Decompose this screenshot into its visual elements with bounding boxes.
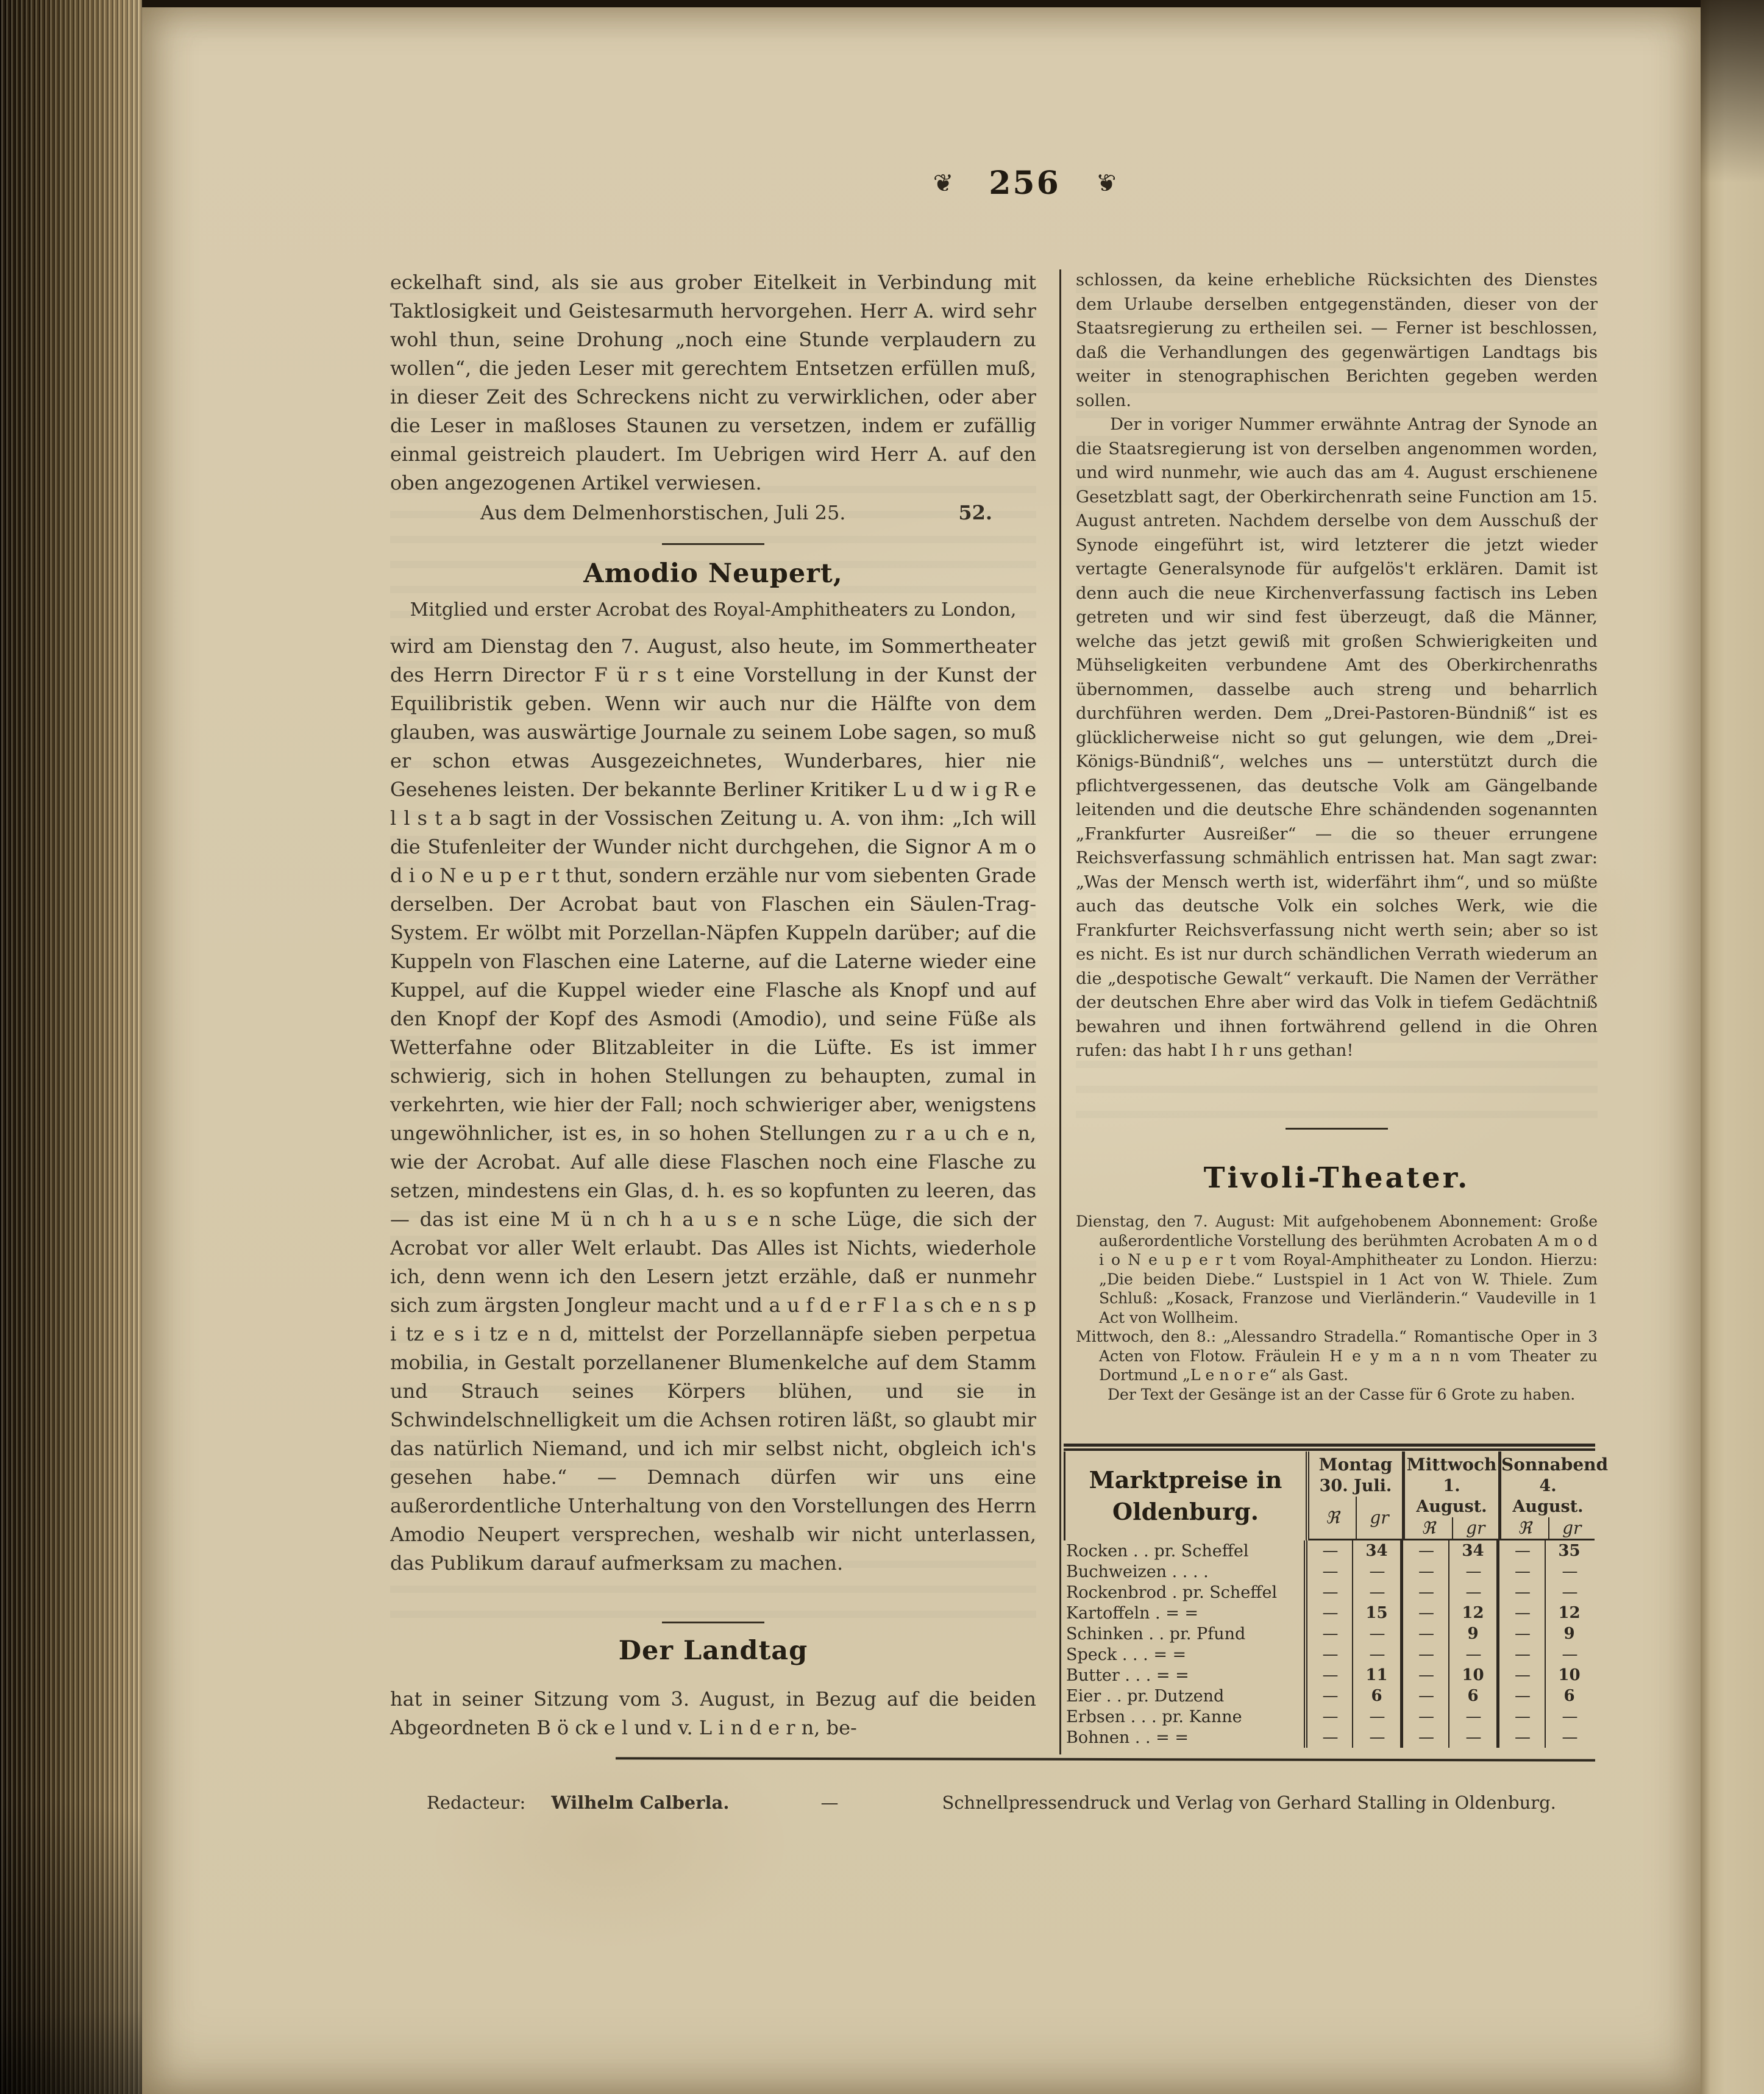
table-row [1064,1603,1595,1623]
article-subtitle-neupert: Mitglied und erster Acrobat des Royal-Amphitheaters zu London, [410,599,1017,621]
price-cell: — [1400,1540,1448,1561]
newspaper-page [142,7,1701,2094]
tivoli-entry: Mittwoch, den 8.: „Alessandro Stradella.“ Romantische Oper in 3 Acten von Flotow. Fräulein H e y m a n n vom Theater zu Dortmund „L e n o r e“ als Gast. [1076,1328,1598,1384]
table-row [1064,1540,1595,1561]
price-cell: — [1496,1727,1545,1748]
price-cell: — [1304,1686,1352,1706]
price-cell: — [1545,1561,1593,1582]
market-price-table [1064,1444,1609,1748]
column-divider-rule [1059,269,1061,1754]
continuation-paragraph-right: schlossen, da keine erhebliche Rücksichten des Dienstes dem Urlaube derselben entgegenständen, dieser von der Staatsregierung zu ertheilen sei. — Ferner ist beschlossen, daß die Verhandlungen des gegenwärtigen Landtags bis weiter in stenographischen Berichten gegeben werden sollen. [1076,270,1598,410]
product-name: Speck . . . = = [1066,1645,1187,1664]
table-row [1064,1727,1595,1748]
price-cell: — [1400,1686,1448,1706]
table-body [1064,1540,1595,1748]
imprint-line [427,1792,1556,1813]
price-cell: — [1448,1644,1496,1665]
table-col-group: Montag 30. Juli. ℜ gr [1306,1451,1402,1540]
price-cell: — [1448,1727,1496,1748]
price-cell: — [1496,1603,1545,1623]
product-name: Rockenbrod . pr. Scheffel [1066,1583,1278,1602]
price-cell: — [1545,1644,1593,1665]
section-divider-rule [662,543,764,545]
tivoli-entry: Dienstag, den 7. August: Mit aufgehobenem Abonnement: Große außerordentliche Vorstellung des berühmten Acrobaten A m o d i o N e u p e r t vom Royal-Amphitheater zu London. Hierzu: „Die beiden Diebe.“ Lustspiel in 1 Act von W. Thiele. Zum Schluß: „Kosack, Franzose und Vierländerin.“ Vaudeville in 1 Act von Wollheim. [1076,1213,1598,1327]
tivoli-entries [1076,1212,1598,1404]
price-cell: — [1496,1623,1545,1644]
price-cell: — [1545,1706,1593,1727]
price-cell: 12 [1545,1603,1593,1623]
product-name: Schinken . . pr. Pfund [1066,1624,1246,1644]
price-cell: 12 [1448,1603,1496,1623]
price-cell: — [1400,1644,1448,1665]
price-cell: — [1448,1706,1496,1727]
section-divider-rule [662,1622,764,1623]
table-col-group: Mittwoch 1. August. ℜ gr [1402,1451,1498,1540]
price-cell: 11 [1352,1665,1400,1686]
table-row [1064,1686,1595,1706]
product-name: Eier . . pr. Dutzend [1066,1686,1225,1706]
product-name: Erbsen . . . pr. Kanne [1066,1707,1242,1726]
price-cell: 6 [1545,1686,1593,1706]
price-cell: — [1304,1582,1352,1603]
page-number: 256 [989,165,1061,202]
redacteur-name: Wilhelm Calberla. [551,1792,730,1813]
price-cell: — [1352,1727,1400,1748]
article-title-landtag: Der Landtag [618,1636,808,1666]
price-cell: — [1496,1644,1545,1665]
tivoli-entry: Der Text der Gesänge ist an der Casse für 6 Grote zu haben. [1108,1385,1576,1403]
price-cell: — [1400,1603,1448,1623]
article-body-landtag: hat in seiner Sitzung vom 3. August, in Bezug auf die beiden Abgeordneten B ö ck e l und v. L i n d e r n, be- [390,1687,1036,1739]
price-cell: — [1496,1706,1545,1727]
price-cell: — [1400,1582,1448,1603]
price-cell: — [1304,1623,1352,1644]
price-cell: — [1496,1582,1545,1603]
price-cell: — [1304,1727,1352,1748]
article-body-neupert: wird am Dienstag den 7. August, also heute, im Sommertheater des Herrn Director F ü r s t eine Vorstellung in der Kunst der Equilibristik geben. Wenn wir auch nur die Hälfte von dem glauben, was auswärtige Journale zu seinem Lobe sagen, so muß er schon etwas Ausgezeichnetes, Wunderbares, hier nie Gesehenes leisten. Der bekannte Berliner Kritiker L u d w i g R e l l s t a b sagt in der Vossischen Zeitung u. A. von ihm: „Ich will die Stufenleiter der Wunder nicht durchgehen, die Signor A m o d i o N e u p e r t thut, sondern erzähle nur vom siebenten Grade derselben. Der Acrobat baut von Flaschen ein Säulen-Trag-System. Er wölbt mit Porzellan-Näpfen Kuppeln darüber; auf die Kuppeln von Flaschen eine Laterne, auf die Laterne wieder eine Kuppel, auf die Kuppel wieder eine Flasche als Knopf und auf den Knopf der Kopf des Asmodi (Amodio), und seine Füße als Wetterfahne oder Blitzableiter in die Lüfte. Es ist immer schwierig, sich in hohen Stellungen zu behaupten, zumal in verkehrten, wie hier der Fall; noch schwieriger aber, wenigstens ungewöhnlicher, ist es, in so hohen Stellungen zu r a u ch e n, wie der Acrobat. Auf alle diese Flaschen noch eine Flasche zu setzen, mindestens ein Glas, d. h. es so kopfunten zu leeren, das — das ist eine M ü n ch h a u s e n sche Lüge, die sich der Acrobat vor aller Welt erlaubt. Das Alles ist Nichts, wiederhole ich, denn wenn ich den Lesern jetzt erzähle, daß er nunmehr sich zum ärgsten Jongleur macht und a u f d e r F l a s ch e n s p i tz e s i tz e n d, mittelst der Porzellannäpfe sieben perpetua mobilia, in Gestalt porzellanener Blumenkelche auf dem Stamm und Strauch seines Körpers blühen, und sie in Schwindelschnelligkeit um die Achsen rotiren läßt, so glaubt mir das natürlich Niemand, und ich mir selbst nicht, obgleich ich's gesehen habe.“ — Demnach dürfen wir uns eine außerordentliche Unterhaltung von den Vorstellungen des Herrn Amodio Neupert versprechen, weshalb wir nicht unterlassen, das Publikum darauf aufmerksam zu machen. [390,635,1036,1575]
product-name: Bohnen . . = = [1066,1728,1189,1747]
dateline: Aus dem Delmenhorstischen, Juli 25. [480,501,846,524]
price-cell: — [1400,1665,1448,1686]
price-cell: 6 [1448,1686,1496,1706]
next-page-edge [1701,0,1764,2094]
redacteur-label: Redacteur: [427,1792,526,1813]
landtag-section [390,1622,1036,1762]
right-column [1076,268,1598,1119]
price-cell: 10 [1448,1665,1496,1686]
article-title-neupert: Amodio Neupert, [583,558,843,589]
product-name: Kartoffeln . = = [1066,1603,1199,1623]
imprint-dash: — [820,1792,839,1813]
price-cell: — [1352,1582,1400,1603]
publisher-imprint: Schnellpressendruck und Verlag von Gerhard Stalling in Oldenburg. [942,1792,1556,1813]
price-cell: 6 [1352,1686,1400,1706]
table-row [1064,1644,1595,1665]
price-cell: 15 [1352,1603,1400,1623]
tivoli-title: Tivoli-Theater. [1203,1161,1470,1195]
price-cell: — [1400,1706,1448,1727]
table-row [1064,1582,1595,1603]
price-cell: 35 [1545,1540,1593,1561]
price-cell: — [1304,1644,1352,1665]
table-header-row [1064,1451,1609,1540]
price-cell: — [1496,1686,1545,1706]
price-cell: — [1304,1603,1352,1623]
book-page-edges [0,0,142,2094]
table-row [1064,1706,1595,1727]
tivoli-section [1076,1128,1598,1404]
section-divider-rule [1286,1128,1388,1130]
synode-paragraph: Der in voriger Nummer erwähnte Antrag der Synode an die Staatsregierung ist von derselben angenommen worden, und wird nunmehr, wie auch das am 4. August erschienene Gesetzblatt sagt, der Oberkirchenrath seine Function am 15. August antreten. Nachdem derselbe von dem Ausschuß der Synode eingeführt ist, wird letzterer die jetzt wieder vertagte Generalsynode für aufgelös't erklären. Damit ist denn auch die neue Kirchenverfassung factisch ins Leben getreten und wir sind fest überzeugt, daß die Männer, welche das jetzt gewiß mit großen Schwierigkeiten und Mühseligkeiten verbundene Amt des Oberkirchenraths übernommen, dasselbe auch streng und beharrlich durchführen werden. Dem „Drei-Pastoren-Bündniß“ ist es glücklicherweise nicht so gut gelungen, wie dem „Drei-Königs-Bündniß“, welches uns — unterstützt durch die pflichtvergessenen, das deutsche Volk am Gängelbande leitenden und die deutsche Ehre schändenden sogenannten „Frankfurter Ausreißer“ — die so theuer errungene Reichsverfassung schmählich entrissen hat. Man sagt zwar: „Was der Mensch werth ist, widerfährt ihm“, und so müßte auch das deutsche Volk ein solches Werk, wie die Frankfurter Reichsverfassung nicht werth sein; aber so ist es nicht. Es ist nur durch schändlichen Verrath wiederum an die „despotische Gewalt“ verkauft. Die Namen der Verräther der deutschen Ehre aber wird das Volk in tiefem Gedächtniß bewahren und ihnen fortwährend gellend in die Ohren rufen: das habt I h r uns gethan! [1076,415,1598,1060]
table-top-rule [1064,1444,1595,1451]
price-cell: — [1304,1540,1352,1561]
table-row [1064,1623,1595,1644]
table-title: Marktpreise in Oldenburg. [1089,1466,1282,1525]
price-cell: — [1400,1623,1448,1644]
issue-number: 52. [958,501,992,524]
page-header [842,165,1207,202]
price-cell: 34 [1448,1540,1496,1561]
price-cell: — [1304,1561,1352,1582]
price-cell: — [1352,1561,1400,1582]
price-cell: 9 [1545,1623,1593,1644]
price-cell: — [1352,1644,1400,1665]
continuation-paragraph: eckelhaft sind, als sie aus grober Eitelkeit in Verbindung mit Taktlosigkeit und Geistesarmuth hervorgehen. Herr A. wird sehr wohl thun, seine Drohung „noch eine Stunde verplaudern zu wollen“, die jeden Leser mit gerechtem Entsetzen erfüllen muß, in dieser Zeit des Schreckens nicht zu verwirklichen, oder aber die Leser in maßloses Staunen zu versetzen, indem er zufällig einmal geistreich plaudert. Im Uebrigen wird Herr A. auf den oben angezogenen Artikel verwiesen. [390,271,1036,494]
left-column [390,268,1036,1634]
dateline-row [390,499,1036,527]
price-cell: — [1400,1727,1448,1748]
price-cell: — [1352,1706,1400,1727]
product-name: Buchweizen . . . . [1066,1562,1209,1581]
table-col-group: Sonnabend 4. August. ℜ gr [1498,1451,1595,1540]
price-cell: — [1448,1582,1496,1603]
price-cell: — [1545,1727,1593,1748]
price-cell: — [1352,1623,1400,1644]
product-name: Rocken . . pr. Scheffel [1066,1541,1249,1561]
price-cell: — [1496,1561,1545,1582]
price-cell: — [1496,1665,1545,1686]
ornament-right-icon: ❦ [1095,169,1117,198]
table-row [1064,1665,1595,1686]
ornament-left-icon: ❦ [933,169,954,198]
price-cell: 10 [1545,1665,1593,1686]
price-cell: — [1448,1561,1496,1582]
price-cell: — [1496,1540,1545,1561]
price-cell: — [1304,1665,1352,1686]
table-col-groups [1306,1451,1609,1540]
product-name: Butter . . . = = [1066,1665,1189,1685]
table-row [1064,1561,1595,1582]
price-cell: — [1304,1706,1352,1727]
price-cell: 34 [1352,1540,1400,1561]
price-cell: — [1545,1582,1593,1603]
price-cell: — [1400,1561,1448,1582]
price-cell: 9 [1448,1623,1496,1644]
